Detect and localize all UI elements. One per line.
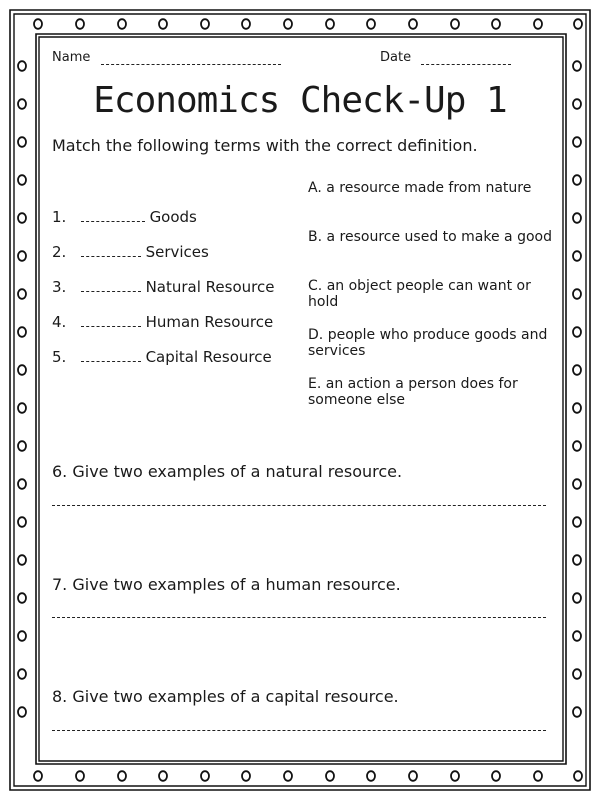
term-label: Human Resource bbox=[145, 313, 274, 331]
border-dot bbox=[573, 593, 581, 603]
term-number: 2. bbox=[52, 243, 67, 261]
question-text: Give two examples of a human resource. bbox=[72, 575, 401, 594]
border-dot bbox=[18, 707, 26, 717]
question-number: 8. bbox=[52, 687, 68, 706]
term-number: 1. bbox=[52, 208, 67, 226]
answer-blank[interactable] bbox=[81, 351, 141, 362]
date-blank[interactable] bbox=[421, 54, 511, 65]
border-dot bbox=[534, 771, 542, 781]
border-dot bbox=[18, 213, 26, 223]
definition-letter: B. bbox=[308, 229, 323, 245]
definition-letter: A. bbox=[308, 180, 322, 196]
question-8 bbox=[52, 687, 399, 706]
border-dot bbox=[326, 19, 334, 29]
border-dot bbox=[34, 19, 42, 29]
border-dot bbox=[18, 175, 26, 185]
definition-letter: C. bbox=[308, 278, 323, 294]
border-dot bbox=[573, 289, 581, 299]
border-dot bbox=[118, 771, 126, 781]
border-dot bbox=[573, 479, 581, 489]
border-dot bbox=[18, 365, 26, 375]
border-dot bbox=[574, 19, 582, 29]
instructions: Match the following terms with the correct definition. bbox=[52, 136, 478, 155]
term-label: Capital Resource bbox=[145, 348, 272, 366]
question-6 bbox=[52, 462, 402, 481]
term-item bbox=[52, 313, 292, 348]
border-dot bbox=[574, 771, 582, 781]
border-dot bbox=[573, 403, 581, 413]
border-dot bbox=[18, 403, 26, 413]
definition-text: people who produce goods and services bbox=[308, 327, 548, 359]
definition-text: an object people can want or hold bbox=[308, 278, 531, 310]
definition-item bbox=[308, 376, 558, 425]
border-dot bbox=[18, 669, 26, 679]
answer-blank[interactable] bbox=[81, 211, 145, 222]
border-dot bbox=[18, 251, 26, 261]
border-dot bbox=[573, 707, 581, 717]
term-number: 4. bbox=[52, 313, 67, 331]
answer-line-7[interactable] bbox=[52, 617, 546, 618]
border-dot bbox=[18, 441, 26, 451]
border-dot bbox=[409, 771, 417, 781]
question-text: Give two examples of a natural resource. bbox=[72, 462, 403, 481]
border-dot bbox=[573, 213, 581, 223]
answer-line-8[interactable] bbox=[52, 730, 546, 731]
definition-text: an action a person does for someone else bbox=[308, 376, 518, 408]
border-dot bbox=[242, 19, 250, 29]
border-dot bbox=[18, 593, 26, 603]
answer-blank[interactable] bbox=[81, 246, 141, 257]
term-label: Services bbox=[145, 243, 209, 261]
border-dot bbox=[18, 289, 26, 299]
border-dot bbox=[284, 771, 292, 781]
border-dot bbox=[573, 251, 581, 261]
border-dot bbox=[451, 771, 459, 781]
term-number: 3. bbox=[52, 278, 67, 296]
border-dot bbox=[573, 137, 581, 147]
border-dot bbox=[573, 631, 581, 641]
term-label: Natural Resource bbox=[145, 278, 275, 296]
definition-letter: D. bbox=[308, 327, 324, 343]
border-dot bbox=[201, 19, 209, 29]
question-number: 7. bbox=[52, 575, 68, 594]
date-label: Date bbox=[380, 50, 412, 65]
border-dot bbox=[573, 175, 581, 185]
border-dot bbox=[18, 479, 26, 489]
date-field[interactable] bbox=[380, 50, 511, 65]
border-dot bbox=[18, 517, 26, 527]
border-dot bbox=[18, 631, 26, 641]
border-dot bbox=[18, 61, 26, 71]
question-text: Give two examples of a capital resource. bbox=[72, 687, 399, 706]
term-number: 5. bbox=[52, 348, 67, 366]
border-dot bbox=[492, 19, 500, 29]
name-label: Name bbox=[52, 50, 91, 65]
border-dot bbox=[573, 365, 581, 375]
border-dot bbox=[242, 771, 250, 781]
border-dot bbox=[367, 771, 375, 781]
definition-letter: E. bbox=[308, 376, 322, 392]
border-dot bbox=[451, 19, 459, 29]
definition-item bbox=[308, 229, 558, 278]
border-dot bbox=[76, 19, 84, 29]
definition-item bbox=[308, 278, 558, 327]
border-dot bbox=[118, 19, 126, 29]
border-dot bbox=[573, 61, 581, 71]
border-dot bbox=[326, 771, 334, 781]
border-dot bbox=[492, 771, 500, 781]
header-row bbox=[52, 50, 512, 72]
border-dot bbox=[409, 19, 417, 29]
border-dot bbox=[201, 771, 209, 781]
term-item bbox=[52, 243, 292, 278]
border-dot bbox=[534, 19, 542, 29]
definition-item bbox=[308, 327, 558, 376]
term-item bbox=[52, 208, 292, 243]
border-dot bbox=[573, 555, 581, 565]
border-dot bbox=[573, 669, 581, 679]
definition-text: a resource used to make a good bbox=[326, 229, 552, 245]
border-dot bbox=[18, 555, 26, 565]
question-number: 6. bbox=[52, 462, 68, 481]
definitions-list bbox=[308, 180, 558, 425]
border-dot bbox=[367, 19, 375, 29]
answer-line-6[interactable] bbox=[52, 505, 546, 506]
border-dot bbox=[18, 137, 26, 147]
border-dot bbox=[573, 441, 581, 451]
border-dot bbox=[573, 327, 581, 337]
border-dot bbox=[34, 771, 42, 781]
definition-text: a resource made from nature bbox=[326, 180, 532, 196]
question-7 bbox=[52, 575, 401, 594]
name-field[interactable] bbox=[52, 50, 281, 65]
border-dot bbox=[18, 327, 26, 337]
term-item bbox=[52, 278, 292, 313]
border-dot bbox=[159, 19, 167, 29]
border-dot bbox=[284, 19, 292, 29]
border-dot bbox=[573, 517, 581, 527]
answer-blank[interactable] bbox=[81, 281, 141, 292]
definition-item bbox=[308, 180, 558, 229]
name-blank[interactable] bbox=[101, 54, 281, 65]
border-dot bbox=[76, 771, 84, 781]
border-dot bbox=[159, 771, 167, 781]
answer-blank[interactable] bbox=[81, 316, 141, 327]
page-title: Economics Check-Up 1 bbox=[93, 80, 507, 121]
term-item bbox=[52, 348, 292, 383]
terms-list bbox=[52, 208, 292, 383]
term-label: Goods bbox=[149, 208, 197, 226]
